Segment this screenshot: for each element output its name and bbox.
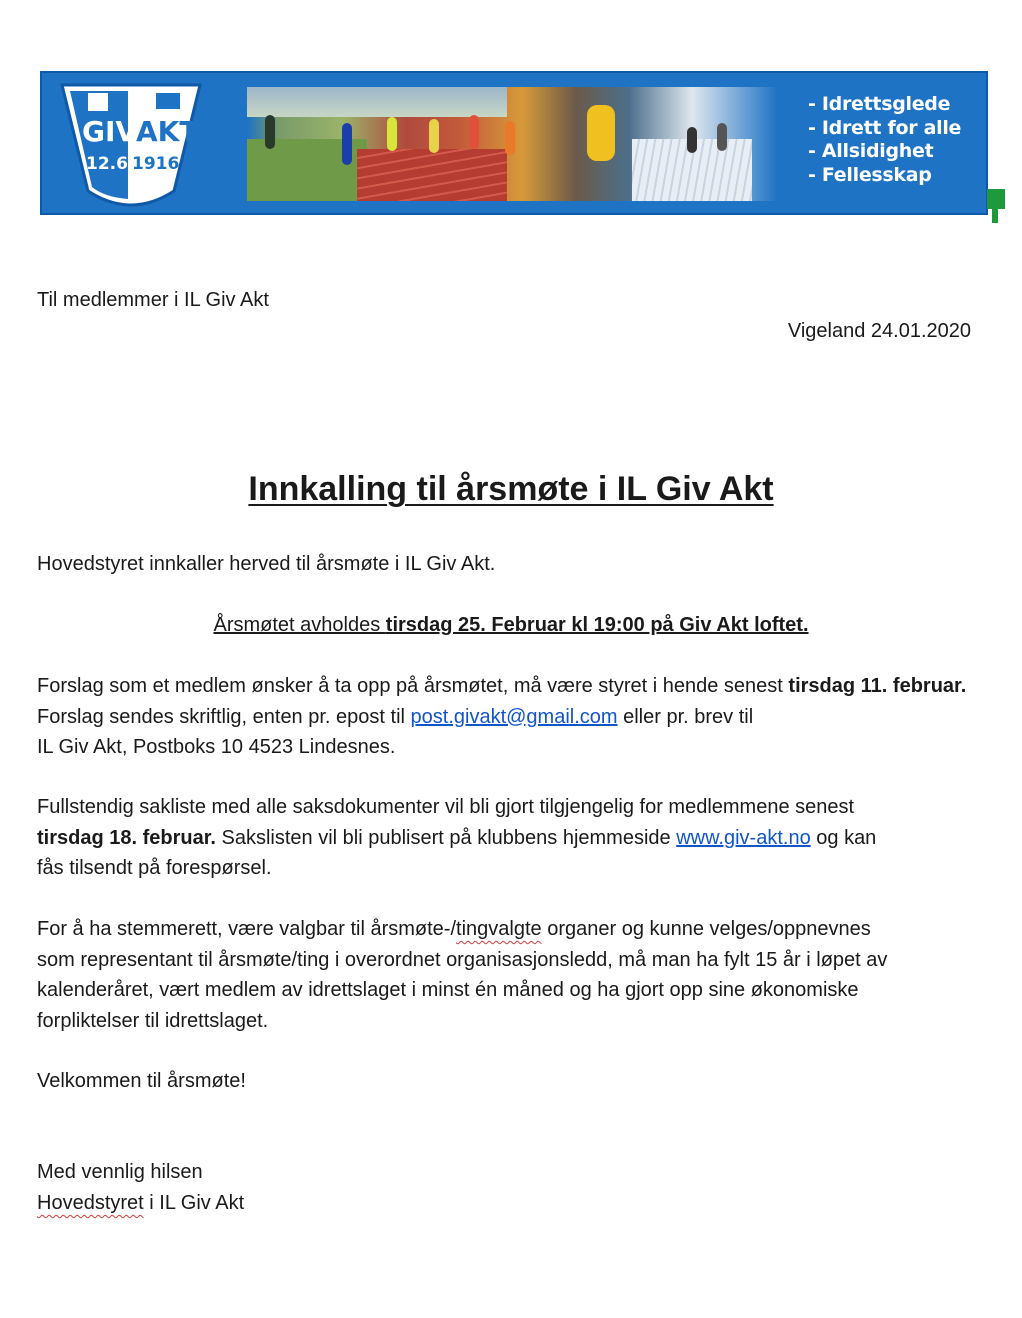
logo-founded-year: 1916 bbox=[132, 154, 180, 174]
closing-salutation: Med vennlig hilsen bbox=[37, 1161, 203, 1183]
slogan-item: - Idrettsglede bbox=[808, 93, 951, 115]
collage-athlete bbox=[342, 123, 352, 165]
proposal-address: IL Giv Akt, Postboks 10 4523 Lindesnes. bbox=[37, 736, 396, 758]
collage-skier bbox=[717, 123, 727, 151]
logo-word-right: AKT bbox=[136, 115, 199, 148]
proposal-text: eller pr. brev til bbox=[617, 705, 754, 728]
slogan-list bbox=[808, 93, 983, 187]
collage-skier bbox=[687, 127, 697, 153]
spellcheck-word: tingvalgte bbox=[456, 918, 542, 940]
proposal-paragraph bbox=[37, 671, 997, 763]
agenda-deadline: tirsdag 18. februar. bbox=[37, 826, 216, 849]
meeting-details: tirsdag 25. Februar kl 19:00 på Giv Akt loftet. bbox=[385, 614, 809, 636]
agenda-paragraph bbox=[37, 792, 997, 884]
slogan-item: - Fellesskap bbox=[808, 163, 932, 186]
proposal-text: Forslag sendes skriftlig, enten pr. epost til bbox=[37, 705, 411, 728]
voting-line-3: kalenderåret, vært medlem av idrettslaget i minst én måned og ha gjort opp sine økonomiske bbox=[37, 979, 859, 1001]
website-link[interactable]: www.giv-akt.no bbox=[676, 826, 811, 849]
giv-akt-logo bbox=[56, 79, 206, 211]
voting-line-4: forpliktelser til idrettslaget. bbox=[37, 1009, 269, 1032]
slogan-item: - Allsidighet bbox=[808, 140, 934, 162]
voting-text: For å ha stemmerett, være valgbar til årsmøte-/ bbox=[37, 918, 457, 940]
proposal-text: Forslag som et medlem ønsker å ta opp på årsmøtet, må være styret i hende senest bbox=[37, 675, 789, 697]
addressee: Til medlemmer i IL Giv Akt bbox=[37, 289, 269, 311]
collage-athlete bbox=[265, 115, 275, 149]
collage-athlete bbox=[505, 121, 515, 155]
agenda-text: Sakslisten vil bli publisert på klubbens hjemmeside bbox=[215, 826, 677, 849]
voting-line-2: som representant til årsmøte/ting i overordnet organisasjonsledd, må man ha fylt 15 år i løpet av bbox=[37, 948, 888, 971]
proposal-deadline: tirsdag 11. februar. bbox=[788, 675, 967, 697]
logo-word-left: GIV bbox=[82, 115, 138, 148]
place-and-date: Vigeland 24.01.2020 bbox=[787, 320, 971, 342]
email-link[interactable]: post.givakt@gmail.com bbox=[410, 705, 618, 728]
signature bbox=[37, 1188, 244, 1219]
meeting-announcement bbox=[0, 610, 1022, 641]
slogan-item: - Idrett for alle bbox=[808, 116, 962, 139]
document-title: Innkalling til årsmøte i IL Giv Akt bbox=[248, 470, 774, 508]
agenda-line-3: fås tilsendt på forespørsel. bbox=[37, 857, 272, 879]
collage-athlete bbox=[587, 105, 615, 161]
collage-sky bbox=[247, 87, 507, 117]
meeting-prefix: Årsmøtet avholdes bbox=[213, 614, 386, 636]
agenda-line-2 bbox=[37, 823, 997, 854]
signature-rest: i IL Giv Akt bbox=[143, 1192, 245, 1214]
welcome-line: Velkommen til årsmøte! bbox=[37, 1070, 246, 1092]
sports-photo-collage bbox=[247, 87, 777, 201]
collage-athlete bbox=[469, 115, 479, 149]
collage-running-track bbox=[357, 149, 507, 201]
proposal-line-1 bbox=[37, 671, 997, 732]
intro-paragraph: Hovedstyret innkaller herved til årsmøte i IL Giv Akt. bbox=[37, 553, 496, 575]
collage-athlete bbox=[429, 119, 439, 153]
collage-athlete bbox=[387, 117, 397, 151]
voting-line-1 bbox=[37, 914, 997, 945]
agenda-line-1: Fullstendig sakliste med alle saksdokumenter vil bli gjort tilgjengelig for medlemmene senest bbox=[37, 796, 855, 818]
voting-rights-paragraph bbox=[37, 914, 997, 1036]
spellcheck-word: Hovedstyret bbox=[37, 1192, 144, 1214]
header-banner bbox=[40, 71, 988, 215]
voting-text: organer og kunne velges/oppnevnes bbox=[541, 918, 871, 940]
agenda-text: og kan bbox=[810, 826, 877, 849]
green-flag-icon bbox=[987, 189, 1005, 223]
logo-founded-day: 12.6 bbox=[86, 154, 128, 174]
